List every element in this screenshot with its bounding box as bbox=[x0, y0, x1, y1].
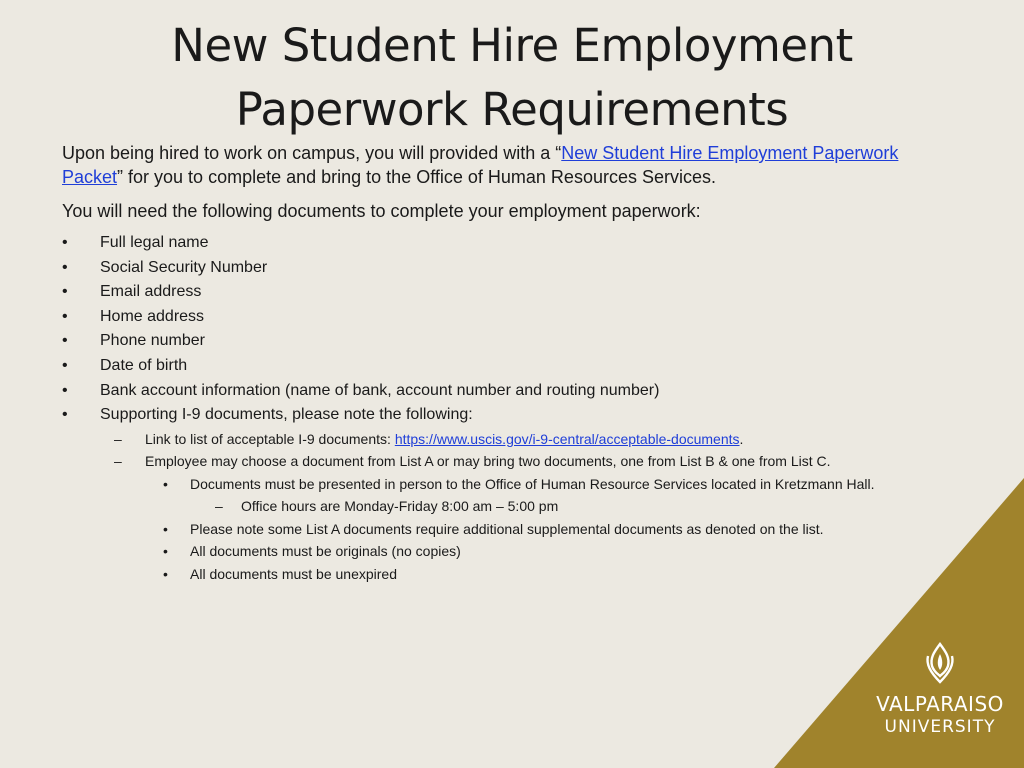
valpo-torch-icon bbox=[922, 642, 958, 686]
bullet-icon: • bbox=[62, 234, 68, 251]
list-item: • Home address bbox=[62, 305, 922, 330]
list-item: • Bank account information (name of bank, account number and routing number) bbox=[62, 379, 922, 404]
packet-link[interactable]: New Student Hire Employment Paperwork Packet bbox=[62, 143, 899, 187]
bullet-icon: • bbox=[163, 543, 168, 560]
university-logo bbox=[870, 642, 1010, 738]
title-line-2: Paperwork Requirements bbox=[235, 83, 789, 136]
bullet-icon: • bbox=[62, 307, 68, 325]
intro-paragraph bbox=[62, 141, 922, 189]
list-item: • Full legal name bbox=[62, 231, 922, 256]
list-item: • All documents must be originals (no copies) bbox=[145, 540, 922, 563]
bullet-icon: • bbox=[163, 565, 168, 582]
bullet-icon: • bbox=[62, 332, 68, 350]
bullet-icon: • bbox=[62, 283, 68, 301]
dash-icon: – bbox=[215, 498, 223, 515]
lead-paragraph: You will need the following documents to complete your employment paperwork: bbox=[62, 201, 701, 221]
office-hours-item: – Office hours are Monday-Friday 8:00 am – 5:00 pm bbox=[190, 495, 922, 518]
logo-line-2: UNIVERSITY bbox=[884, 717, 996, 737]
list-item-i9: • Supporting I-9 documents, please note the following: – Link to list of acceptable I-9 documents: https://www.uscis.gov/i-9-central/acceptable-documents. – Employee may choose a document from List A or may bring two documents, one from List B & one from List C. • Documents must be presented in person to the Office of Human Resource Services located in Kretzmann Hall. – Office hours are Monday-Friday 8:00 am – 5:00 pm • Please note some List A documents require additional supplemental documents as denoted on the list. • All documents must be originals (no copies) • All documents must be unexpired bbox=[62, 403, 922, 585]
bullet-icon: • bbox=[62, 381, 68, 399]
list-item: • Please note some List A documents require additional supplemental documents as denoted on the list. bbox=[145, 518, 922, 541]
bullet-icon: • bbox=[163, 520, 168, 537]
page-title bbox=[60, 14, 964, 142]
bullet-icon: • bbox=[62, 258, 68, 276]
list-item: • All documents must be unexpired bbox=[145, 563, 922, 586]
list-item: • Phone number bbox=[62, 329, 922, 354]
intro-text-end: ” for you to complete and bring to the Office of Human Resources Services. bbox=[117, 167, 716, 187]
bullet-icon: • bbox=[163, 475, 168, 492]
intro-text-start: Upon being hired to work on campus, you will provided with a “ bbox=[62, 143, 562, 163]
dash-icon: – bbox=[114, 453, 122, 470]
bullet-icon: • bbox=[62, 406, 68, 424]
list-item: • Social Security Number bbox=[62, 256, 922, 281]
title-line-1: New Student Hire Employment bbox=[171, 19, 853, 72]
list-item: • Documents must be presented in person to the Office of Human Resource Services located in Kretzmann Hall. – Office hours are Monday-Friday 8:00 am – 5:00 pm bbox=[145, 473, 922, 518]
logo-line-1: VALPARAISO bbox=[876, 692, 1004, 716]
i9-link-item: – Link to list of acceptable I-9 documents: https://www.uscis.gov/i-9-central/acceptable-documents. bbox=[100, 428, 922, 450]
list-item: • Date of birth bbox=[62, 354, 922, 379]
i9-choose-item: – Employee may choose a document from List A or may bring two documents, one from List B & one from List C. • Documents must be presented in person to the Office of Human Resource Services located in Kretzmann Hall. – Office hours are Monday-Friday 8:00 am – 5:00 pm • Please note some List A documents require additional supplemental documents as denoted on the list. • All documents must be originals (no copies) • All documents must be unexpired bbox=[100, 450, 922, 585]
dash-icon: – bbox=[114, 430, 122, 447]
bullet-icon: • bbox=[62, 356, 68, 374]
uscis-link[interactable]: https://www.uscis.gov/i-9-central/acceptable-documents bbox=[394, 430, 740, 447]
list-item: • Email address bbox=[62, 280, 922, 305]
